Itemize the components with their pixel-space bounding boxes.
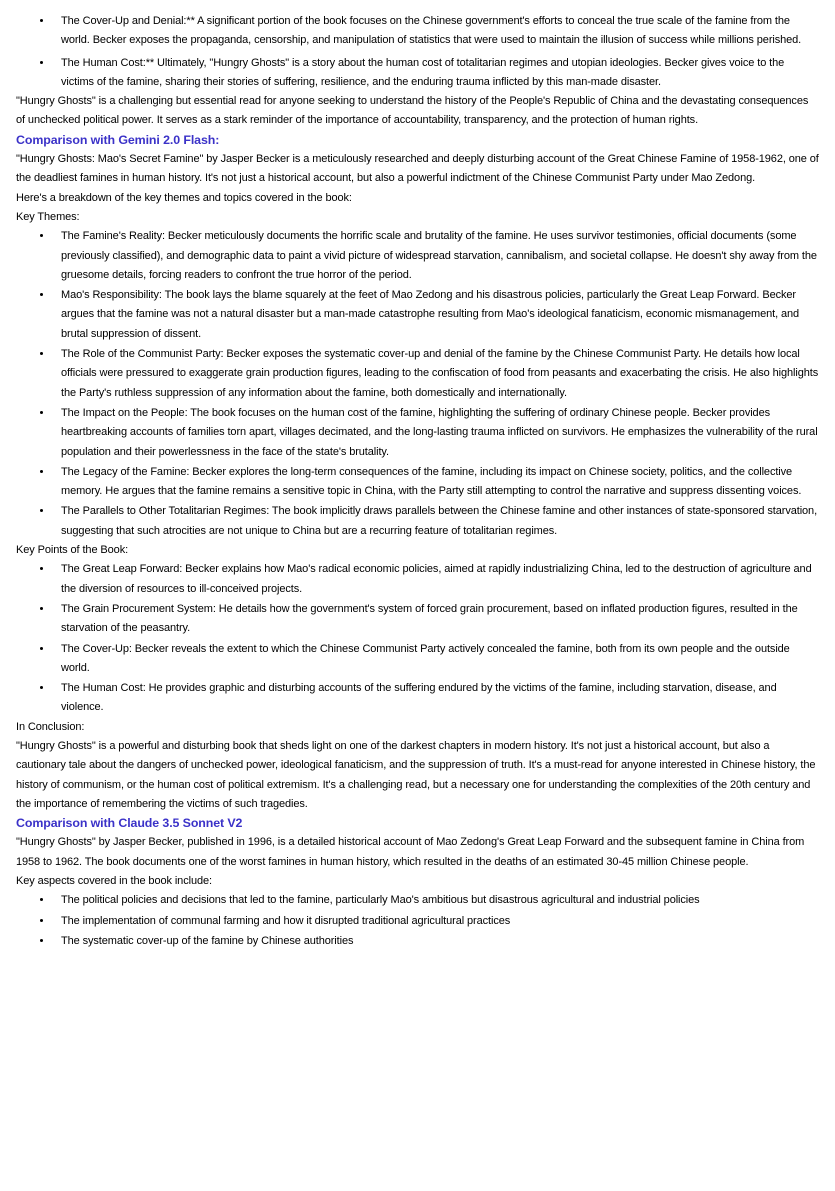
list-item: • The Great Leap Forward: Becker explains how Mao's radical economic policies, aimed at rapidly industrializing China, led to the destruction of agriculture and the diversion of resources to ill-conceived projects. [53, 560, 820, 599]
list-item: • The implementation of communal farming and how it disrupted traditional agricultural practices [53, 912, 820, 931]
gemini-intro-paragraph: "Hungry Ghosts: Mao's Secret Famine" by Jasper Becker is a meticulously researched and deeply disturbing account of the Great Chinese Famine of 1958-1962, one of the deadliest famines in human history. It's not just a historical account, but also a powerful indictment of the Chinese Communist Party under Mao Zedong. [16, 153, 819, 185]
gemini-section-heading: Comparison with Gemini 2.0 Flash: [16, 132, 220, 147]
list-item: • The Impact on the People: The book focuses on the human cost of the famine, highlighting the suffering of ordinary Chinese people. Becker provides heartbreaking accounts of families torn apart, villages decimated, and the long-lasting trauma inflicted on survivors. He emphasizes the vulnerability of the rural population and their powerlessness in the face of the state's brutality. [53, 404, 820, 462]
list-item: • The Parallels to Other Totalitarian Regimes: The book implicitly draws parallels between the Chinese famine and other instances of state-sponsored starvation, suggesting that such atrocities are not unique to China but are a recurring feature of totalitarian regimes. [53, 502, 820, 541]
key-points-label: Key Points of the Book: [16, 544, 129, 557]
breakdown-line: Here's a breakdown of the key themes and topics covered in the book: [16, 191, 352, 204]
list-item: • The Grain Procurement System: He details how the government's system of forced grain procurement, based on inflated production figures, resulted in the starvation of the peasantry. [53, 600, 820, 639]
list-item: • The political policies and decisions that led to the famine, particularly Mao's ambitious but disastrous agricultural and industrial policies [53, 891, 820, 910]
list-item: • The Role of the Communist Party: Becker exposes the systematic cover-up and denial of the famine by the Chinese Communist Party. He details how local officials were pressured to exaggerate grain production figures, leading to the confiscation of food from peasants and exacerbating the crisis. He also highlights the Party's ruthless suppression of any information about the famine, both domestically and internationally. [53, 345, 820, 403]
list-item: • Mao's Responsibility: The book lays the blame squarely at the feet of Mao Zedong and his disastrous policies, particularly the Great Leap Forward. Becker argues that the famine was not a natural disaster but a man-made catastrophe resulting from Mao's ideological fanaticism, economic mismanagement, and brutal suppression of dissent. [53, 286, 820, 344]
intro-bullet-list [16, 12, 820, 92]
list-item: • The Human Cost:** Ultimately, "Hungry Ghosts" is a story about the human cost of totalitarian regimes and utopian ideologies. Becker gives voice to the victims of the famine, sharing their stories of suffering, resilience, and the enduring trauma inflicted by this man-made disaster. [53, 54, 820, 93]
list-item: • The Cover-Up: Becker reveals the extent to which the Chinese Communist Party actively concealed the famine, both from its own people and the outside world. [53, 640, 820, 679]
key-points-list [16, 560, 820, 717]
list-item: • The Cover-Up and Denial:** A significant portion of the book focuses on the Chinese government's efforts to conceal the true scale of the famine from the world. Becker exposes the propaganda, censorship, and manipulation of statistics that were used to maintain the illusion of success while millions perished. [53, 12, 820, 51]
list-item: • The Famine's Reality: Becker meticulously documents the horrific scale and brutality of the famine. He uses survivor testimonies, official documents (some previously classified), and demographic data to paint a vivid picture of widespread starvation, cannibalism, and societal collapse. He doesn't shy away from the gruesome details, forcing readers to confront the true horror of the period. [53, 227, 820, 285]
conclusion-paragraph: "Hungry Ghosts" is a powerful and disturbing book that sheds light on one of the darkest chapters in modern history. It's not just a historical account, but also a cautionary tale about the dangers of unchecked power, ideological fanaticism, and the suppression of truth. It's a must-read for anyone interested in Chinese history, the history of communism, or the human cost of political extremism. It's a challenging read, but a necessary one for understanding the complexities of the 20th century and the importance of remembering the victims of such tragedies. [16, 739, 816, 810]
key-aspects-label: Key aspects covered in the book include: [16, 875, 212, 888]
claude-intro-paragraph: "Hungry Ghosts" by Jasper Becker, published in 1996, is a detailed historical account of Mao Zedong's Great Leap Forward and the subsequent famine in China from 1958 to 1962. The book documents one of the worst famines in human history, which resulted in the deaths of an estimated 30-45 million Chinese people. [16, 836, 805, 868]
list-item: • The systematic cover-up of the famine by Chinese authorities [53, 932, 820, 951]
claude-section-heading: Comparison with Claude 3.5 Sonnet V2 [16, 816, 243, 831]
list-item: • The Human Cost: He provides graphic and disturbing accounts of the suffering endured by the victims of the famine, including starvation, disease, and violence. [53, 679, 820, 718]
intro-paragraph: "Hungry Ghosts" is a challenging but essential read for anyone seeking to understand the history of the People's Republic of China and the devastating consequences of unchecked political power. It serves as a stark reminder of the importance of accountability, transparency, and the protection of human rights. [16, 95, 809, 127]
key-themes-label: Key Themes: [16, 210, 80, 223]
key-themes-list [16, 227, 820, 541]
conclusion-label: In Conclusion: [16, 720, 85, 733]
key-aspects-list [16, 891, 820, 951]
list-item: • The Legacy of the Famine: Becker explores the long-term consequences of the famine, including its impact on Chinese society, politics, and the collective memory. He argues that the famine remains a sensitive topic in China, with the Party still attempting to control the narrative and suppress dissenting voices. [53, 463, 820, 502]
